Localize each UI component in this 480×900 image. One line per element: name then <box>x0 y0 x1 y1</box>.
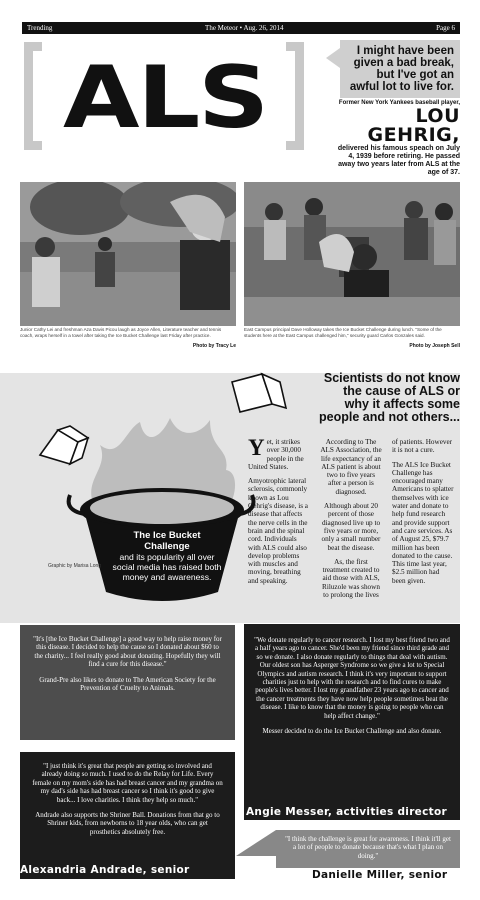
gehrig-name: LOU GEHRIG, <box>367 105 460 146</box>
article-paragraph: Although about 20 percent of those diagnosed live up to five years or more, only a small number beat the disease. <box>321 502 381 552</box>
gehrig-detail: delivered his famous speach on July 4, 1939 before retiring. He passed away two years later from ALS at the age of 37. <box>337 145 460 176</box>
photo-credit-1: Photo by Tracy Le <box>192 343 236 349</box>
quote-text: "It's [the Ice Bucket Challenge] a good way to help raise money for this disease. I decided to help the cause so I donated about $60 to the charity... I feel really good about donating. Hopefully they will find a cure for this disease." <box>33 635 222 669</box>
quote-attribution: Angie Messer, activities director <box>246 806 447 818</box>
quote-note: Messer decided to do the Ice Bucket Challenge and also donate. <box>262 727 442 736</box>
article-paragraph: et, it strikes over 30,000 people in the United States. <box>248 438 304 471</box>
graphic-title: The Ice Bucket Challenge <box>133 530 201 552</box>
gehrig-intro: Former New York Yankees baseball player, <box>338 100 460 106</box>
article-paragraph: According to The ALS Association, the life expectancy of an ALS patient is about two to five years after a person is diagnosed. <box>320 438 382 496</box>
graphic-text: and its popularity all over social media has raised both money and awareness. <box>112 552 222 582</box>
article-column-3 <box>392 438 454 591</box>
article-paragraph: The ALS Ice Bucket Challenge has encouraged many Americans to splatter themselves with ice water and donate to help fund research and provide support and care services. As of August 25, $79.7 million has been donated to the cause. This time last year, $2.5 million had been given. <box>392 460 454 585</box>
photo-tennis-challenge <box>20 182 236 326</box>
paper-dateline: The Meteor • Aug. 26, 2014 <box>205 24 284 32</box>
graphic-caption <box>112 530 222 582</box>
photo-credit-2: Photo by Joseph Sell <box>409 343 460 349</box>
article-paragraph: As, the first treatment created to aid those with ALS, Riluzole was shown to prolong the lives <box>322 557 380 600</box>
quote-pointer <box>326 48 340 68</box>
drop-cap: Y <box>248 435 265 460</box>
page-number: Page 6 <box>436 24 455 32</box>
quote-box-miller <box>276 830 460 868</box>
quote-box-messer <box>244 624 460 820</box>
quote-text: "I think the challenge is great for awareness. I think it'll get a lot of people to donate because that's what I plan on doing." <box>285 835 451 860</box>
quote-text: "We donate regularly to cancer research. I lost my best friend two and a half years ago to cancer. She'd been my friend since third grade and so we donate. I also donate regularly to things that deal with autism. Our oldest son has Asperger Syndrome so we give a lot to Special Olympics and autism research. I think it's very important to support charities just to help with the research and to find cures to make people's lives better. I lost my grandfather 23 years ago to cancer and the cancer treatments they have now help people sometimes beat the disease. I like to know that the money is going to people who can help affect change." <box>254 636 450 720</box>
quote-pointer <box>236 830 276 860</box>
quote-note: Grand-Pre also likes to donate to The American Society for the Prevention of Cruelty to Animals. <box>39 675 216 693</box>
article-column-1 <box>248 435 310 591</box>
article-paragraph: of patients. However it is not a cure. <box>392 438 453 455</box>
quote-attribution: Alexandria Andrade, senior <box>20 864 190 876</box>
quote-note: Andrade also supports the Shriner Ball. Donations from that go to Shriner kids, from newborns to 18 year olds, who can get prosthetics absolutely free. <box>35 811 220 836</box>
quote-box-andrade <box>20 752 235 879</box>
photo-principal-challenge <box>244 182 460 326</box>
article-paragraph: Amyotrophic lateral sclerosis, commonly known as Lou Gehrig's disease, is a disease that affects the nerve cells in the brain and the spinal cord. Individuals with ALS could also develop problems with muscles and moving, breathing and speaking. <box>248 477 308 585</box>
ice-cube-icon <box>40 426 88 464</box>
header-bar <box>22 22 460 34</box>
graphic-credit: Graphic by Marisa Long <box>48 563 102 569</box>
page-title: ALS <box>63 48 267 148</box>
quote-text: "I just think it's great that people are getting so involved and already doing so much. I used to do the Relay for Life. Every female on my mom's side has had breast cancer and my grandma on my dad's side has had breast cancer so I think it's good to give back... I love charities. I think they help so much." <box>32 762 223 804</box>
article-column-2 <box>320 438 382 605</box>
quote-attribution: Austin Grand-Pre, junior <box>20 740 172 752</box>
ice-cube-icon <box>232 374 286 412</box>
photo-caption-2: East Campus principal Dave Holloway takes the Ice Bucket Challenge during lunch. "Some of the students here at the East Campus challenged him," security guard Carlos Gonzales said. <box>244 327 442 338</box>
section-label: Trending <box>27 24 53 32</box>
science-headline: Scientists do not know the cause of ALS or why it affects some people and not others... <box>319 371 460 424</box>
photo-caption-1: Junior Cathy Lei and freshman Aza Davis Picou laugh as Joyce Allen, Literature teacher and tennis coach, wraps herself in a towel after taking the Ice Bucket Challenge last Friday after practice. <box>20 327 222 338</box>
quote-box-grand-pre <box>20 625 235 740</box>
quote-attribution: Danielle Miller, senior <box>312 869 448 881</box>
gehrig-blurb <box>336 100 460 177</box>
pull-quote: I might have been given a bad break, but I've got an awful lot to live for. <box>340 40 460 98</box>
